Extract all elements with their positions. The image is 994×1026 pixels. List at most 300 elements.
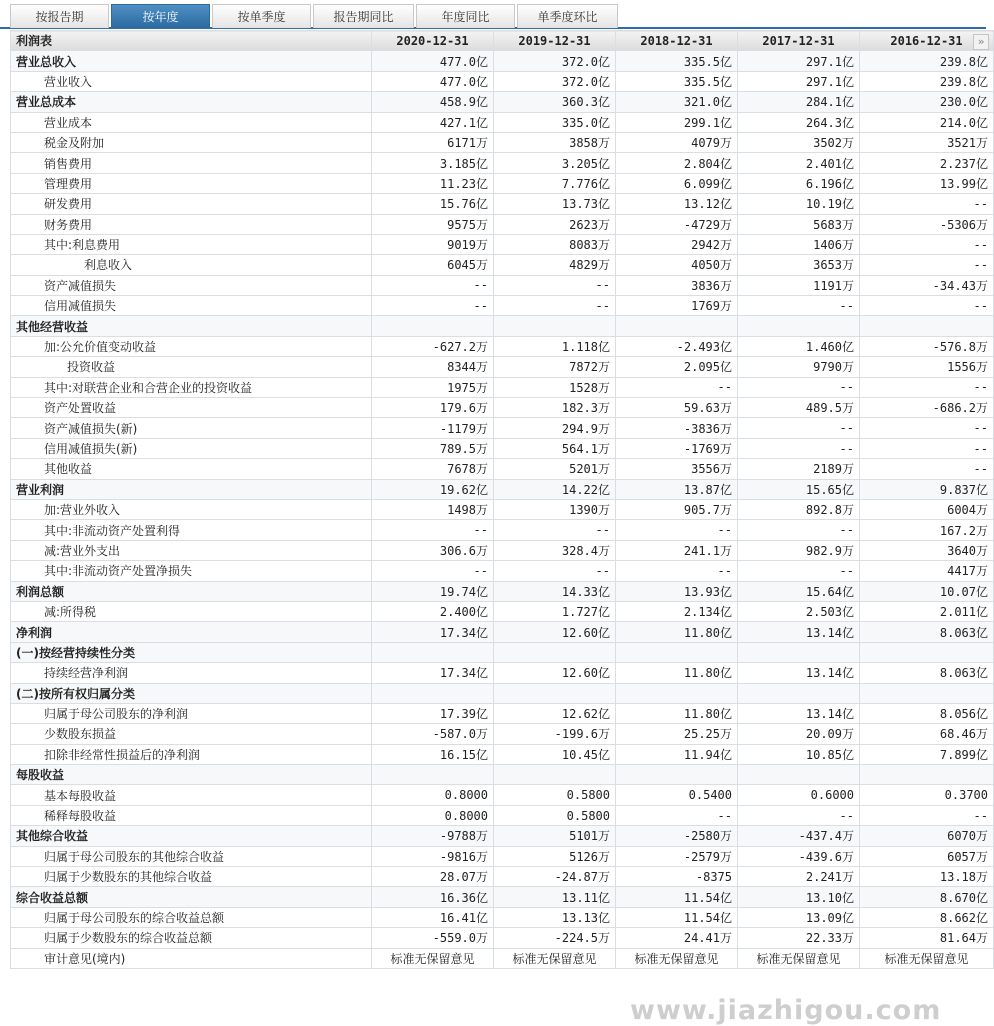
- value-cell: 372.0亿: [494, 51, 616, 71]
- row-label: 基本每股收益: [11, 785, 372, 805]
- column-header-date: 2019-12-31: [494, 31, 616, 51]
- value-cell: 28.07万: [372, 867, 494, 887]
- value-cell: 564.1万: [494, 438, 616, 458]
- value-cell: 15.64亿: [738, 581, 860, 601]
- value-cell: 3556万: [616, 459, 738, 479]
- income-statement-table: [10, 30, 994, 969]
- value-cell: [738, 316, 860, 336]
- table-row: [11, 826, 994, 846]
- row-label: 扣除非经常性损益后的净利润: [11, 744, 372, 764]
- table-row: [11, 601, 994, 621]
- table-row: [11, 173, 994, 193]
- value-cell: --: [860, 377, 994, 397]
- value-cell: -4729万: [616, 214, 738, 234]
- row-label: 资产减值损失(新): [11, 418, 372, 438]
- value-cell: 81.64万: [860, 928, 994, 948]
- row-label: 持续经营净利润: [11, 663, 372, 683]
- value-cell: --: [616, 377, 738, 397]
- value-cell: --: [738, 377, 860, 397]
- value-cell: 7.899亿: [860, 744, 994, 764]
- value-cell: 1.727亿: [494, 601, 616, 621]
- value-cell: 2942万: [616, 234, 738, 254]
- value-cell: --: [616, 805, 738, 825]
- value-cell: 294.9万: [494, 418, 616, 438]
- value-cell: --: [738, 805, 860, 825]
- value-cell: 12.60亿: [494, 622, 616, 642]
- table-row: [11, 663, 994, 683]
- row-label: 其中:非流动资产处置净损失: [11, 561, 372, 581]
- row-label: 减:所得税: [11, 601, 372, 621]
- value-cell: 335.5亿: [616, 71, 738, 91]
- table-row: [11, 51, 994, 71]
- value-cell: 2.400亿: [372, 601, 494, 621]
- row-label: 加:营业外收入: [11, 499, 372, 519]
- value-cell: 11.54亿: [616, 887, 738, 907]
- value-cell: 297.1亿: [738, 71, 860, 91]
- row-label: 归属于少数股东的综合收益总额: [11, 928, 372, 948]
- table-row: [11, 234, 994, 254]
- table-row: [11, 92, 994, 112]
- value-cell: 10.45亿: [494, 744, 616, 764]
- value-cell: 11.80亿: [616, 663, 738, 683]
- value-cell: --: [860, 234, 994, 254]
- tab-2[interactable]: 按年度: [111, 4, 210, 28]
- value-cell: -587.0万: [372, 724, 494, 744]
- value-cell: 892.8万: [738, 499, 860, 519]
- row-label: 每股收益: [11, 765, 372, 785]
- value-cell: -686.2万: [860, 398, 994, 418]
- value-cell: 458.9亿: [372, 92, 494, 112]
- value-cell: 13.13亿: [494, 907, 616, 927]
- table-row: [11, 765, 994, 785]
- value-cell: [372, 642, 494, 662]
- value-cell: 4417万: [860, 561, 994, 581]
- row-label: 其他综合收益: [11, 826, 372, 846]
- value-cell: 22.33万: [738, 928, 860, 948]
- value-cell: 264.3亿: [738, 112, 860, 132]
- value-cell: [860, 642, 994, 662]
- value-cell: -2580万: [616, 826, 738, 846]
- value-cell: 19.74亿: [372, 581, 494, 601]
- table-row: [11, 948, 994, 968]
- value-cell: 1.460亿: [738, 336, 860, 356]
- value-cell: 16.41亿: [372, 907, 494, 927]
- value-cell: 5126万: [494, 846, 616, 866]
- value-cell: --: [372, 296, 494, 316]
- value-cell: 297.1亿: [738, 51, 860, 71]
- value-cell: [494, 765, 616, 785]
- value-cell: 5683万: [738, 214, 860, 234]
- row-label: 减:营业外支出: [11, 540, 372, 560]
- value-cell: 11.94亿: [616, 744, 738, 764]
- value-cell: 5201万: [494, 459, 616, 479]
- value-cell: 15.76亿: [372, 194, 494, 214]
- value-cell: 6.196亿: [738, 173, 860, 193]
- value-cell: 标准无保留意见: [860, 948, 994, 968]
- value-cell: 13.73亿: [494, 194, 616, 214]
- value-cell: 7872万: [494, 357, 616, 377]
- table-row: [11, 275, 994, 295]
- tab-6[interactable]: 单季度环比: [517, 4, 618, 28]
- value-cell: 68.46万: [860, 724, 994, 744]
- value-cell: 0.5400: [616, 785, 738, 805]
- table-row: [11, 316, 994, 336]
- value-cell: --: [494, 275, 616, 295]
- table-row: [11, 703, 994, 723]
- value-cell: -5306万: [860, 214, 994, 234]
- value-cell: [372, 683, 494, 703]
- value-cell: 标准无保留意见: [616, 948, 738, 968]
- table-row: [11, 622, 994, 642]
- table-row: [11, 132, 994, 152]
- value-cell: -576.8万: [860, 336, 994, 356]
- tab-1[interactable]: 按报告期: [10, 4, 109, 28]
- value-cell: 2.134亿: [616, 601, 738, 621]
- table-row: [11, 438, 994, 458]
- value-cell: -559.0万: [372, 928, 494, 948]
- value-cell: --: [738, 561, 860, 581]
- value-cell: --: [860, 459, 994, 479]
- value-cell: 477.0亿: [372, 51, 494, 71]
- value-cell: 2189万: [738, 459, 860, 479]
- row-label: 资产处置收益: [11, 398, 372, 418]
- value-cell: 8.063亿: [860, 663, 994, 683]
- value-cell: 2.237亿: [860, 153, 994, 173]
- value-cell: 905.7万: [616, 499, 738, 519]
- table-row: [11, 357, 994, 377]
- value-cell: 8.063亿: [860, 622, 994, 642]
- value-cell: 6171万: [372, 132, 494, 152]
- row-label: 营业总成本: [11, 92, 372, 112]
- value-cell: 477.0亿: [372, 71, 494, 91]
- value-cell: --: [494, 520, 616, 540]
- value-cell: 16.15亿: [372, 744, 494, 764]
- column-header-label: 2016-12-31: [890, 33, 963, 48]
- value-cell: -224.5万: [494, 928, 616, 948]
- table-row: [11, 418, 994, 438]
- table-row: [11, 907, 994, 927]
- table-row: [11, 785, 994, 805]
- value-cell: 9790万: [738, 357, 860, 377]
- value-cell: --: [372, 275, 494, 295]
- value-cell: -1769万: [616, 438, 738, 458]
- value-cell: 179.6万: [372, 398, 494, 418]
- value-cell: 335.0亿: [494, 112, 616, 132]
- value-cell: 1390万: [494, 499, 616, 519]
- value-cell: 241.1万: [616, 540, 738, 560]
- value-cell: 0.5800: [494, 785, 616, 805]
- row-label: 其他经营收益: [11, 316, 372, 336]
- value-cell: 11.23亿: [372, 173, 494, 193]
- table-title: 利润表: [11, 31, 372, 51]
- value-cell: 6045万: [372, 255, 494, 275]
- value-cell: [494, 316, 616, 336]
- value-cell: [860, 765, 994, 785]
- value-cell: --: [738, 418, 860, 438]
- row-label: 信用减值损失: [11, 296, 372, 316]
- value-cell: [616, 683, 738, 703]
- value-cell: 标准无保留意见: [372, 948, 494, 968]
- row-label: 其中:利息费用: [11, 234, 372, 254]
- row-label: 信用减值损失(新): [11, 438, 372, 458]
- value-cell: 1.118亿: [494, 336, 616, 356]
- table-row: [11, 561, 994, 581]
- value-cell: 19.62亿: [372, 479, 494, 499]
- value-cell: -437.4万: [738, 826, 860, 846]
- value-cell: --: [738, 438, 860, 458]
- value-cell: 14.33亿: [494, 581, 616, 601]
- value-cell: 13.87亿: [616, 479, 738, 499]
- row-label: 审计意见(境内): [11, 948, 372, 968]
- value-cell: 1975万: [372, 377, 494, 397]
- value-cell: 2.011亿: [860, 601, 994, 621]
- value-cell: -9788万: [372, 826, 494, 846]
- row-label: 净利润: [11, 622, 372, 642]
- value-cell: 284.1亿: [738, 92, 860, 112]
- tab-3[interactable]: 按单季度: [212, 4, 311, 28]
- value-cell: 982.9万: [738, 540, 860, 560]
- value-cell: --: [860, 418, 994, 438]
- table-row: [11, 296, 994, 316]
- value-cell: 427.1亿: [372, 112, 494, 132]
- value-cell: 16.36亿: [372, 887, 494, 907]
- tab-4[interactable]: 报告期同比: [313, 4, 414, 28]
- value-cell: --: [860, 296, 994, 316]
- table-header-row: [11, 31, 994, 51]
- value-cell: 230.0亿: [860, 92, 994, 112]
- value-cell: 8.056亿: [860, 703, 994, 723]
- value-cell: 6004万: [860, 499, 994, 519]
- table-row: [11, 377, 994, 397]
- table-row: [11, 928, 994, 948]
- value-cell: 1191万: [738, 275, 860, 295]
- value-cell: --: [494, 296, 616, 316]
- value-cell: [738, 642, 860, 662]
- value-cell: -34.43万: [860, 275, 994, 295]
- value-cell: 7.776亿: [494, 173, 616, 193]
- double-chevron-right-icon[interactable]: »: [973, 34, 989, 50]
- value-cell: 1406万: [738, 234, 860, 254]
- value-cell: 8.670亿: [860, 887, 994, 907]
- row-label: 少数股东损益: [11, 724, 372, 744]
- row-label: 其中:非流动资产处置利得: [11, 520, 372, 540]
- value-cell: 214.0亿: [860, 112, 994, 132]
- value-cell: 20.09万: [738, 724, 860, 744]
- tab-5[interactable]: 年度同比: [416, 4, 515, 28]
- value-cell: -3836万: [616, 418, 738, 438]
- table-row: [11, 479, 994, 499]
- value-cell: 3640万: [860, 540, 994, 560]
- table-row: [11, 642, 994, 662]
- value-cell: [494, 642, 616, 662]
- value-cell: 6057万: [860, 846, 994, 866]
- value-cell: --: [494, 561, 616, 581]
- value-cell: [616, 316, 738, 336]
- value-cell: 17.39亿: [372, 703, 494, 723]
- value-cell: 标准无保留意见: [738, 948, 860, 968]
- table-row: [11, 194, 994, 214]
- report-period-tabs: [0, 0, 986, 29]
- value-cell: [372, 316, 494, 336]
- value-cell: [494, 683, 616, 703]
- value-cell: 9019万: [372, 234, 494, 254]
- value-cell: 12.60亿: [494, 663, 616, 683]
- value-cell: 3.185亿: [372, 153, 494, 173]
- value-cell: 13.11亿: [494, 887, 616, 907]
- value-cell: 8.662亿: [860, 907, 994, 927]
- value-cell: 10.07亿: [860, 581, 994, 601]
- value-cell: 2.804亿: [616, 153, 738, 173]
- row-label: 税金及附加: [11, 132, 372, 152]
- value-cell: 3653万: [738, 255, 860, 275]
- value-cell: 2.241万: [738, 867, 860, 887]
- value-cell: [860, 683, 994, 703]
- value-cell: 9.837亿: [860, 479, 994, 499]
- value-cell: 14.22亿: [494, 479, 616, 499]
- value-cell: 17.34亿: [372, 622, 494, 642]
- row-label: 其中:对联营企业和合营企业的投资收益: [11, 377, 372, 397]
- value-cell: 13.14亿: [738, 703, 860, 723]
- table-row: [11, 71, 994, 91]
- value-cell: 8344万: [372, 357, 494, 377]
- column-header-date: 2020-12-31: [372, 31, 494, 51]
- value-cell: -199.6万: [494, 724, 616, 744]
- value-cell: 3836万: [616, 275, 738, 295]
- value-cell: --: [860, 194, 994, 214]
- value-cell: 9575万: [372, 214, 494, 234]
- value-cell: 321.0亿: [616, 92, 738, 112]
- table-row: [11, 255, 994, 275]
- value-cell: 239.8亿: [860, 51, 994, 71]
- table-row: [11, 459, 994, 479]
- column-header-date: 2018-12-31: [616, 31, 738, 51]
- value-cell: -627.2万: [372, 336, 494, 356]
- value-cell: 789.5万: [372, 438, 494, 458]
- row-label: 营业成本: [11, 112, 372, 132]
- value-cell: 11.80亿: [616, 703, 738, 723]
- value-cell: 360.3亿: [494, 92, 616, 112]
- value-cell: -1179万: [372, 418, 494, 438]
- row-label: (二)按所有权归属分类: [11, 683, 372, 703]
- value-cell: 13.14亿: [738, 622, 860, 642]
- value-cell: 6.099亿: [616, 173, 738, 193]
- value-cell: -2579万: [616, 846, 738, 866]
- row-label: 其他收益: [11, 459, 372, 479]
- value-cell: 24.41万: [616, 928, 738, 948]
- value-cell: 13.18万: [860, 867, 994, 887]
- value-cell: 299.1亿: [616, 112, 738, 132]
- value-cell: 13.14亿: [738, 663, 860, 683]
- value-cell: 10.85亿: [738, 744, 860, 764]
- table-row: [11, 499, 994, 519]
- value-cell: 11.80亿: [616, 622, 738, 642]
- row-label: 投资收益: [11, 357, 372, 377]
- value-cell: --: [860, 438, 994, 458]
- value-cell: --: [372, 561, 494, 581]
- value-cell: 17.34亿: [372, 663, 494, 683]
- value-cell: 13.09亿: [738, 907, 860, 927]
- row-label: 营业利润: [11, 479, 372, 499]
- row-label: 销售费用: [11, 153, 372, 173]
- table-row: [11, 398, 994, 418]
- table-row: [11, 214, 994, 234]
- value-cell: 7678万: [372, 459, 494, 479]
- table-row: [11, 520, 994, 540]
- table-row: [11, 683, 994, 703]
- value-cell: [738, 765, 860, 785]
- column-header-date: [860, 31, 994, 51]
- row-label: 归属于少数股东的其他综合收益: [11, 867, 372, 887]
- row-label: 稀释每股收益: [11, 805, 372, 825]
- value-cell: 0.8000: [372, 785, 494, 805]
- value-cell: 4079万: [616, 132, 738, 152]
- value-cell: 标准无保留意见: [494, 948, 616, 968]
- value-cell: -2.493亿: [616, 336, 738, 356]
- value-cell: 167.2万: [860, 520, 994, 540]
- value-cell: 306.6万: [372, 540, 494, 560]
- table-row: [11, 805, 994, 825]
- table-row: [11, 724, 994, 744]
- value-cell: --: [738, 520, 860, 540]
- value-cell: 11.54亿: [616, 907, 738, 927]
- table-row: [11, 153, 994, 173]
- value-cell: 25.25万: [616, 724, 738, 744]
- value-cell: 4050万: [616, 255, 738, 275]
- value-cell: 13.10亿: [738, 887, 860, 907]
- value-cell: 0.5800: [494, 805, 616, 825]
- table-row: [11, 867, 994, 887]
- row-label: 利息收入: [11, 255, 372, 275]
- value-cell: 1528万: [494, 377, 616, 397]
- site-watermark: www.jiazhigou.com: [630, 995, 942, 1026]
- value-cell: --: [616, 520, 738, 540]
- table-row: [11, 112, 994, 132]
- table-row: [11, 744, 994, 764]
- table-row: [11, 846, 994, 866]
- row-label: 研发费用: [11, 194, 372, 214]
- value-cell: [372, 765, 494, 785]
- table-row: [11, 540, 994, 560]
- row-label: 财务费用: [11, 214, 372, 234]
- value-cell: 4829万: [494, 255, 616, 275]
- row-label: 资产减值损失: [11, 275, 372, 295]
- value-cell: 13.93亿: [616, 581, 738, 601]
- value-cell: 1556万: [860, 357, 994, 377]
- value-cell: 2.095亿: [616, 357, 738, 377]
- value-cell: --: [616, 561, 738, 581]
- table-row: [11, 336, 994, 356]
- value-cell: 13.12亿: [616, 194, 738, 214]
- table-row: [11, 887, 994, 907]
- value-cell: 328.4万: [494, 540, 616, 560]
- value-cell: 3858万: [494, 132, 616, 152]
- value-cell: -8375: [616, 867, 738, 887]
- value-cell: 2623万: [494, 214, 616, 234]
- value-cell: 0.8000: [372, 805, 494, 825]
- value-cell: -9816万: [372, 846, 494, 866]
- value-cell: 13.99亿: [860, 173, 994, 193]
- value-cell: --: [372, 520, 494, 540]
- value-cell: 335.5亿: [616, 51, 738, 71]
- value-cell: [860, 316, 994, 336]
- row-label: 利润总额: [11, 581, 372, 601]
- column-header-date: 2017-12-31: [738, 31, 860, 51]
- value-cell: 3.205亿: [494, 153, 616, 173]
- value-cell: --: [738, 296, 860, 316]
- value-cell: [616, 642, 738, 662]
- value-cell: 2.503亿: [738, 601, 860, 621]
- value-cell: 59.63万: [616, 398, 738, 418]
